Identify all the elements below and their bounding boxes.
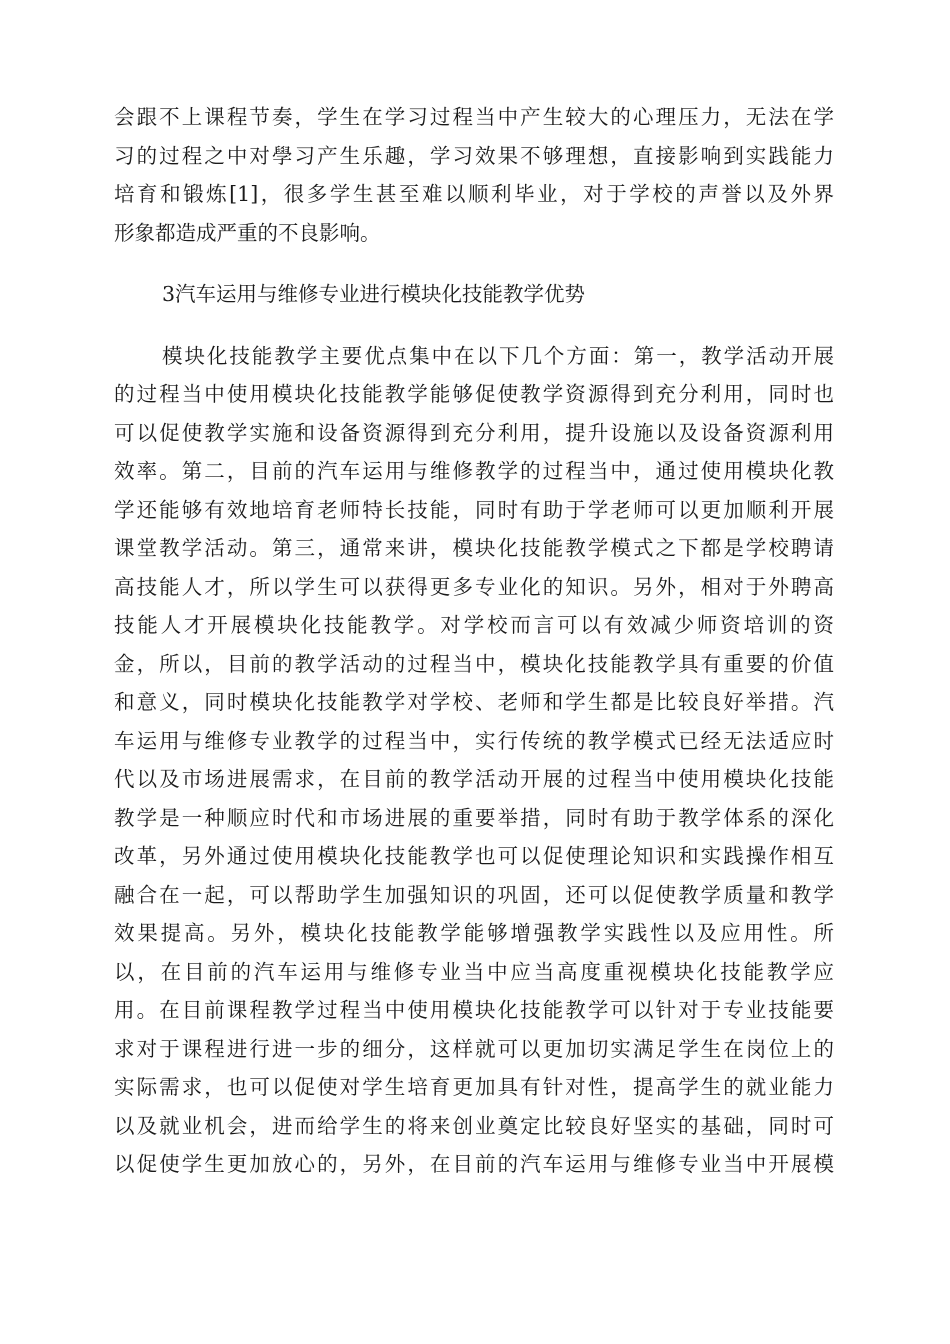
document-body [114,98,834,1184]
text-line: 会跟不上课程节奏，学生在学习过程当中产生较大的心理压力，无法在学 [114,105,834,129]
text-line: 用。在目前课程教学过程当中使用模块化技能教学可以针对于专业技能要 [114,998,834,1022]
text-line: 学还能够有效地培育老师特长技能，同时有助于学老师可以更加顺利开展 [114,497,834,522]
text-line: 金，所以，目前的教学活动的过程当中，模块化技能教学具有重要的价值 [114,651,834,676]
paragraph-continuation [114,98,834,252]
text-line: 效率。第二，目前的汽车运用与维修教学的过程当中，通过使用模块化教 [114,459,834,483]
text-line: 可以促使教学实施和设备资源得到充分利用，提升设施以及设备资源利用 [114,420,834,445]
text-line: 形象都造成严重的不良影响。 [114,220,381,245]
text-line: 以及就业机会，进而给学生的将来创业奠定比较良好坚实的基础，同时可 [114,1113,834,1138]
text-line: 的过程当中使用模块化技能教学能够促使教学资源得到充分利用，同时也 [114,382,834,406]
text-line: 教学是一种顺应时代和市场进展的重要举措，同时有助于教学体系的深化 [114,805,834,830]
text-line: 以，在目前的汽车运用与维修专业当中应当高度重视模块化技能教学应 [114,959,834,984]
text-line: 融合在一起，可以帮助学生加强知识的巩固，还可以促使教学质量和教学 [114,882,834,907]
text-line: 实际需求，也可以促使对学生培育更加具有针对性，提高学生的就业能力 [114,1075,834,1099]
text-line: 代以及市场进展需求，在目前的教学活动开展的过程当中使用模块化技能 [114,767,834,791]
text-line: 技能人才开展模块化技能教学。对学校而言可以有效减少师资培训的资 [114,613,834,637]
text-line: 课堂教学活动。第三，通常来讲，模块化技能教学模式之下都是学校聘请 [114,536,834,560]
paragraph-advantages [114,337,834,1184]
text-line: 高技能人才，所以学生可以获得更多专业化的知识。另外，相对于外聘高 [114,574,834,599]
text-line: 习的过程之中对學习产生乐趣，学习效果不够理想，直接影响到实践能力 [114,143,834,168]
section-heading-block [114,275,834,314]
text-line: 改革，另外通过使用模块化技能教学也可以促使理论知识和实践操作相互 [114,844,834,868]
text-line: 车运用与维修专业教学的过程当中，实行传统的教学模式已经无法适应时 [114,728,834,753]
text-line: 和意义，同时模块化技能教学对学校、老师和学生都是比较良好举措。汽 [114,690,834,714]
text-line: 模块化技能教学主要优点集中在以下几个方面：第一，教学活动开展 [162,343,834,368]
text-line: 求对于课程进行进一步的细分，这样就可以更加切实满足学生在岗位上的 [114,1036,834,1061]
text-line: 效果提高。另外，模块化技能教学能够增强教学实践性以及应用性。所 [114,921,834,945]
section-heading: 3汽车运用与维修专业进行模块化技能教学优势 [162,282,586,306]
text-line: 以促使学生更加放心的，另外，在目前的汽车运用与维修专业当中开展模 [114,1152,834,1176]
text-line: 培育和锻炼[1]，很多学生甚至难以顺利毕业，对于学校的声誉以及外界 [114,182,834,206]
